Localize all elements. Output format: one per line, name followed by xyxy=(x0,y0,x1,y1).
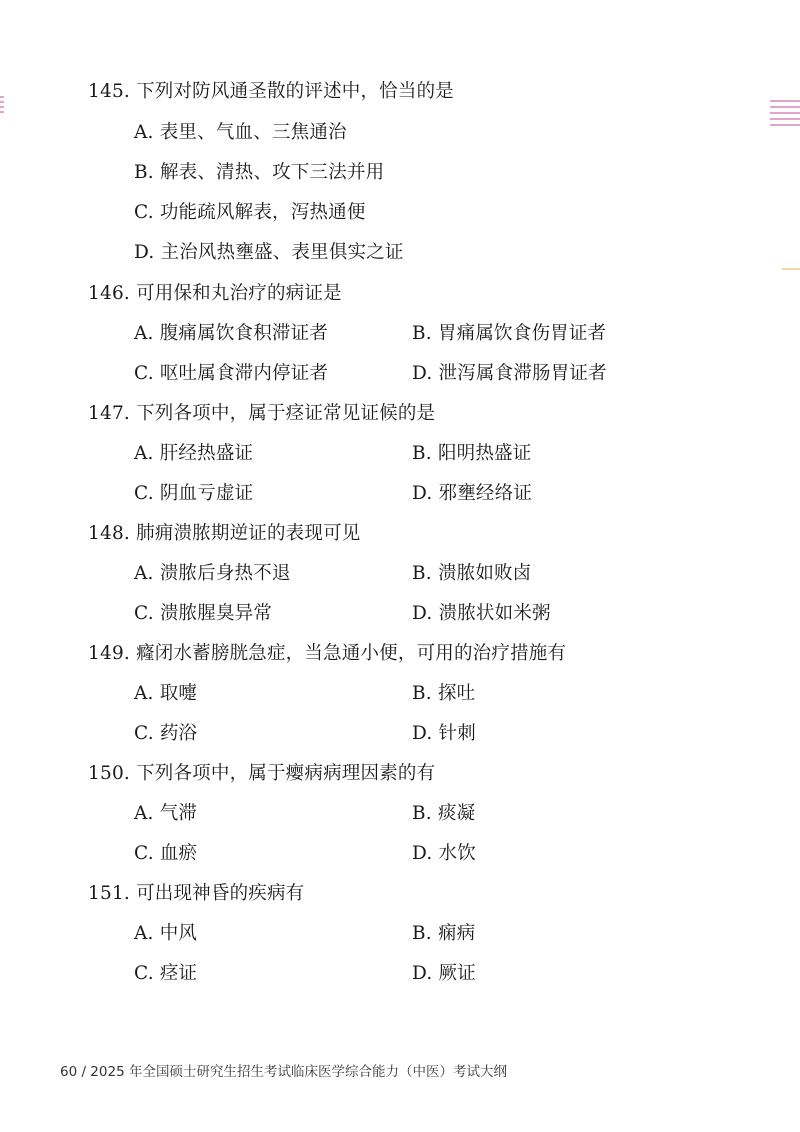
question-148-title: 148. 肺痈溃脓期逆证的表现可见 xyxy=(88,523,361,544)
question-150-option-b: B. 痰凝 xyxy=(412,803,476,824)
question-146-option-a: A. 腹痛属饮食积滞证者 xyxy=(134,323,329,344)
question-151-option-b: B. 痫病 xyxy=(412,923,476,944)
question-145-option-c: C. 功能疏风解表，泻热通便 xyxy=(134,202,366,223)
question-146-option-b: B. 胃痛属饮食伤胃证者 xyxy=(412,323,607,344)
question-145-title: 145. 下列对防风通圣散的评述中，恰当的是 xyxy=(88,81,454,102)
question-147-option-c: C. 阴血亏虚证 xyxy=(134,483,254,504)
scan-edge-dot xyxy=(782,268,800,270)
scan-edge-mark xyxy=(0,96,4,114)
question-147-title: 147. 下列各项中，属于痉证常见证候的是 xyxy=(88,403,436,424)
question-145-option-d: D. 主治风热壅盛、表里俱实之证 xyxy=(134,242,404,263)
question-150-option-c: C. 血瘀 xyxy=(134,843,198,864)
question-146-title: 146. 可用保和丸治疗的病证是 xyxy=(88,283,342,304)
question-151-option-d: D. 厥证 xyxy=(412,963,476,984)
question-146-option-c: C. 呕吐属食滞内停证者 xyxy=(134,363,329,384)
question-148-option-c: C. 溃脓腥臭异常 xyxy=(134,603,273,624)
question-151-option-c: C. 痉证 xyxy=(134,963,198,984)
question-147-option-d: D. 邪壅经络证 xyxy=(412,483,533,504)
question-145-option-a: A. 表里、气血、三焦通治 xyxy=(134,122,347,143)
question-149-title: 149. 癃闭水蓄膀胱急症，当急通小便，可用的治疗措施有 xyxy=(88,643,567,664)
question-149-option-a: A. 取嚏 xyxy=(134,683,198,704)
question-148-option-d: D. 溃脓状如米粥 xyxy=(412,603,551,624)
question-149-option-b: B. 探吐 xyxy=(412,683,476,704)
question-149-option-d: D. 针刺 xyxy=(412,723,476,744)
question-150-option-a: A. 气滞 xyxy=(134,803,198,824)
question-149-option-c: C. 药浴 xyxy=(134,723,198,744)
question-147-option-b: B. 阳明热盛证 xyxy=(412,443,532,464)
question-150-title: 150. 下列各项中，属于瘿病病理因素的有 xyxy=(88,763,436,784)
scan-edge-mark-right xyxy=(770,100,800,126)
question-148-option-a: A. 溃脓后身热不退 xyxy=(134,563,291,584)
question-151-title: 151. 可出现神昏的疾病有 xyxy=(88,883,305,904)
question-150-option-d: D. 水饮 xyxy=(412,843,476,864)
question-145-option-b: B. 解表、清热、攻下三法并用 xyxy=(134,162,385,183)
question-147-option-a: A. 肝经热盛证 xyxy=(134,443,254,464)
question-151-option-a: A. 中风 xyxy=(134,923,198,944)
page-footer: 60 / 2025 年全国硕士研究生招生考试临床医学综合能力（中医）考试大纲 xyxy=(60,1064,507,1080)
question-148-option-b: B. 溃脓如败卤 xyxy=(412,563,532,584)
question-146-option-d: D. 泄泻属食滞肠胃证者 xyxy=(412,363,607,384)
